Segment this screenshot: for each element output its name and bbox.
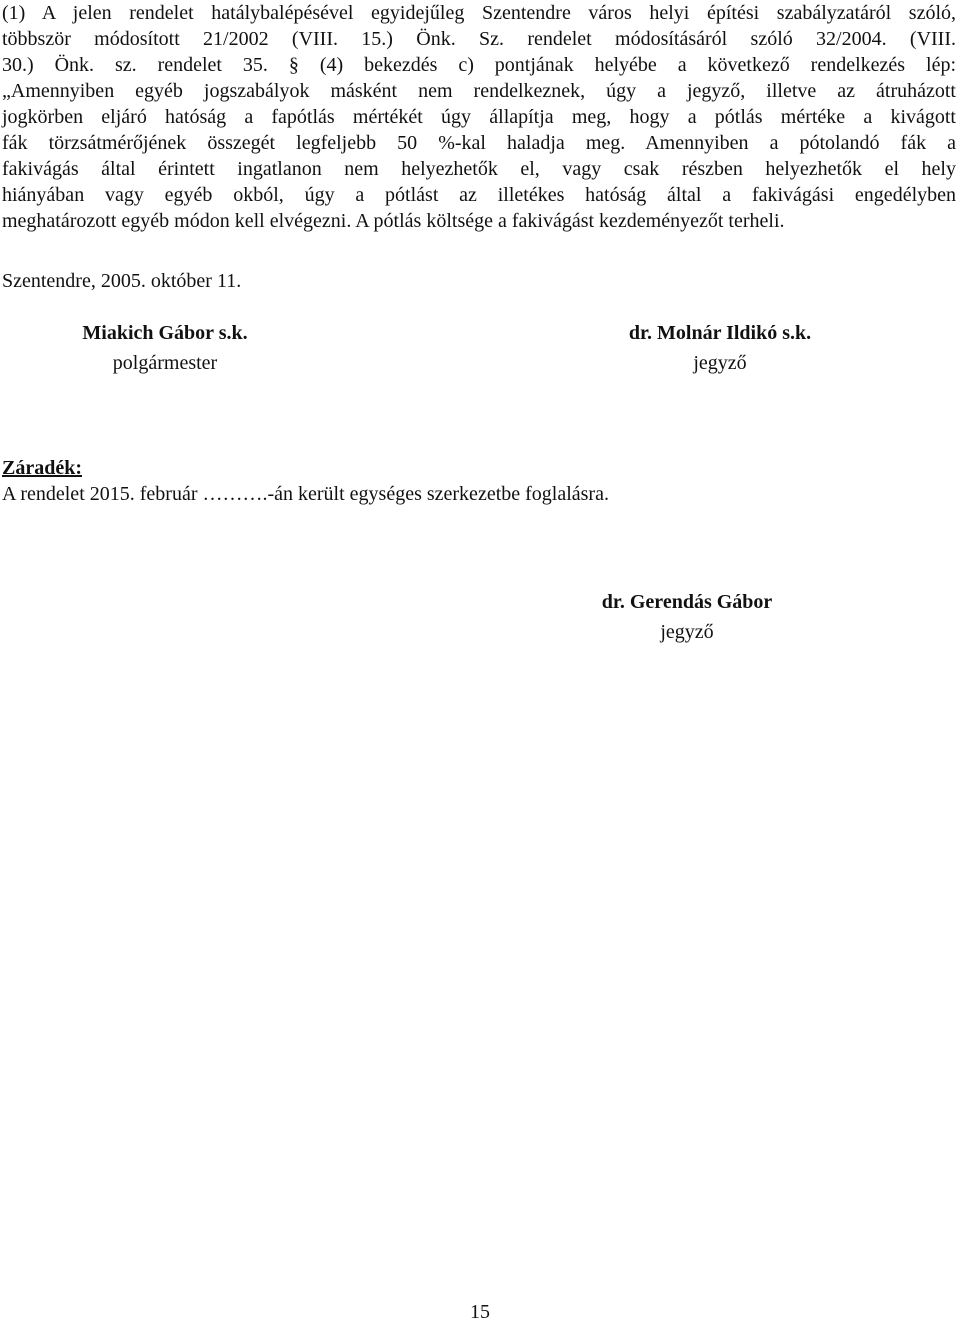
notary-signature-block [600, 318, 840, 378]
notary-role: jegyző [693, 352, 747, 374]
clause-signature-block [572, 587, 802, 647]
paragraph-line: 30.) Önk. sz. rendelet 35. § (4) bekezdés c) pontjának helyébe a következő rendelkezés lép: [2, 54, 956, 76]
place-and-date: Szentendre, 2005. október 11. [2, 270, 242, 292]
page-number: 15 [470, 1301, 490, 1323]
paragraph-line: jogkörben eljáró hatóság a fapótlás mértékét úgy állapítja meg, hogy a pótlás mértéke a kivágott [2, 106, 956, 128]
clause-signer-name: dr. Gerendás Gábor [601, 591, 773, 613]
main-paragraph [2, 0, 956, 234]
paragraph-line: (1) A jelen rendelet hatálybalépésével egyidejűleg Szentendre város helyi építési szabályzatáról szóló, [2, 2, 956, 24]
notary-name: dr. Molnár Ildikó s.k. [628, 322, 812, 344]
mayor-signature-block [60, 318, 270, 378]
clause-title: Záradék: [2, 457, 82, 479]
paragraph-line: meghatározott egyéb módon kell elvégezni. A pótlás költsége a fakivágást kezdeményezőt terheli. [2, 210, 785, 232]
paragraph-line: fák törzsátmérőjének összegét legfeljebb 50 %-kal haladja meg. Amennyiben a pótolandó fák a [2, 132, 956, 154]
paragraph-line: fakivágás által érintett ingatlanon nem helyezhetők el, vagy csak részben helyezhetők el hely [2, 158, 956, 180]
paragraph-line: többször módosított 21/2002 (VIII. 15.) Önk. Sz. rendelet módosításáról szóló 32/2004. (VIII. [2, 28, 956, 50]
clause-text: A rendelet 2015. február ……….-án került egységes szerkezetbe foglalásra. [2, 483, 609, 505]
mayor-role: polgármester [112, 352, 218, 374]
paragraph-line: hiányában vagy egyéb okból, úgy a pótlást az illetékes hatóság által a fakivágási engedélyben [2, 184, 956, 206]
paragraph-line: „Amennyiben egyéb jogszabályok másként nem rendelkeznek, úgy a jegyző, illetve az átruházott [2, 80, 956, 102]
clause-signer-role: jegyző [660, 621, 714, 643]
mayor-name: Miakich Gábor s.k. [82, 322, 248, 344]
